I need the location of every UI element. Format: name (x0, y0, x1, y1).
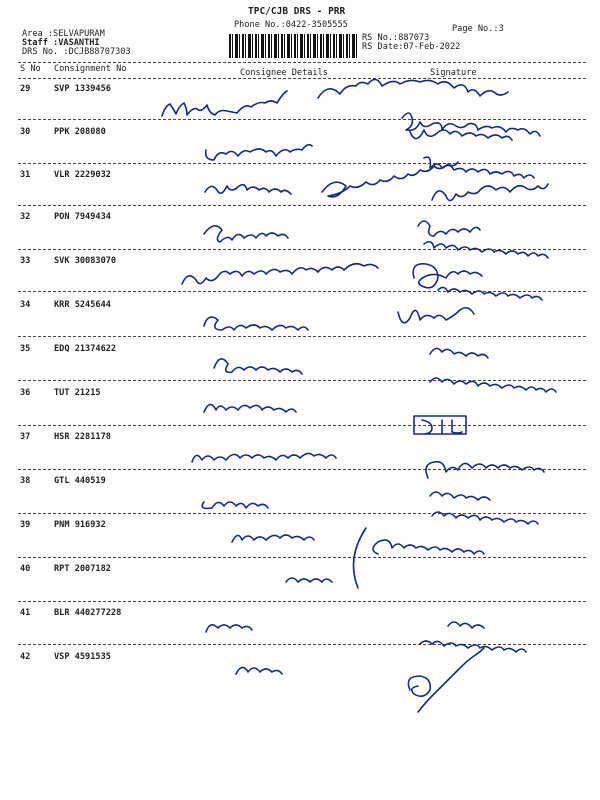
row-sno: 40 (20, 564, 31, 574)
row-consignment: VLR 2229032 (54, 170, 111, 180)
ink-curve (354, 528, 367, 588)
handwriting-r36_name (204, 404, 296, 412)
row-consignment: PON 7949434 (54, 212, 111, 222)
col-signature: Signature (430, 68, 477, 78)
handwriting-r42_name (236, 667, 282, 674)
document-title: TPC/CJB DRS - PRR (248, 6, 346, 17)
handwriting-r41_name (206, 625, 252, 632)
handwriting-r38_name (202, 502, 268, 508)
page-number: Page No.:3 (452, 24, 504, 34)
handwriting-r39_phone (373, 540, 484, 554)
row-sno: 34 (20, 300, 31, 310)
row-sno: 31 (20, 170, 31, 180)
row-divider (18, 513, 586, 514)
row-consignment: VSP 4591535 (54, 652, 111, 662)
handwriting-r41_phone (420, 641, 526, 652)
handwriting-r29_name (162, 91, 287, 116)
rs-number: RS No.:887073 (362, 33, 430, 43)
row-sno: 39 (20, 520, 31, 530)
header-divider (18, 62, 586, 63)
row-consignment: RPT 2007182 (54, 564, 111, 574)
handwriting-r31_phone (322, 162, 458, 197)
handwriting-r35_name (214, 359, 302, 374)
row-sno: 33 (20, 256, 31, 266)
handwriting-r33_phone (438, 287, 542, 300)
row-consignment: EDQ 21374622 (54, 344, 117, 354)
handwriting-r30_name (206, 145, 312, 160)
row-sno: 37 (20, 432, 31, 442)
row-consignment: SVP 1339456 (54, 84, 111, 94)
handwriting-r31_name (205, 185, 291, 194)
handwriting-r38_sig (430, 492, 490, 500)
handwriting-r34_name (204, 317, 308, 330)
handwriting-r42_sig (408, 676, 430, 696)
col-consignee: Consignee Details (240, 68, 328, 78)
handwriting-r42_phone (418, 648, 484, 712)
row-consignment: KRR 5245644 (54, 300, 111, 310)
handwriting-r41_phone-extra (448, 622, 484, 628)
row-divider (18, 380, 586, 381)
row-sno: 30 (20, 127, 31, 137)
row-sno: 32 (20, 212, 31, 222)
row-divider (18, 336, 586, 337)
handwriting-r30_sig (410, 130, 512, 140)
row-sno: 29 (20, 84, 31, 94)
row-divider (18, 557, 586, 558)
phone-number: Phone No.:0422-3505555 (234, 20, 348, 30)
header-divider (18, 78, 586, 79)
handwriting-r39_name (232, 535, 314, 542)
row-sno: 35 (20, 344, 31, 354)
handwriting-r40_name (286, 578, 332, 582)
row-consignment: SVK 30083070 (54, 256, 117, 266)
drs-number: DRS No. :DCJB88707303 (22, 47, 131, 57)
area-label: Area :SELVAPURAM (22, 29, 105, 39)
row-consignment: PPK 208080 (54, 127, 106, 137)
rs-date: RS Date:07-Feb-2022 (362, 42, 461, 52)
row-divider (18, 249, 586, 250)
row-consignment: HSR 2281178 (54, 432, 111, 442)
row-divider (18, 163, 586, 164)
row-divider (18, 205, 586, 206)
handwriting-r32_sig (418, 221, 480, 236)
row-divider (18, 119, 586, 120)
handwriting-r29_phone (402, 113, 540, 136)
barcode (229, 34, 359, 58)
row-sno: 36 (20, 388, 31, 398)
row-divider (18, 469, 586, 470)
col-sno: S No (20, 64, 41, 74)
handwriting-r30_phone (424, 157, 534, 178)
handwriting-r35_sig (430, 348, 488, 358)
row-sno: 42 (20, 652, 31, 662)
handwriting-r32_name (204, 226, 288, 242)
row-divider (18, 291, 586, 292)
row-consignment: BLR 440277228 (54, 608, 122, 618)
handwriting-r31_sig (432, 184, 548, 201)
handwriting-r29_sig (318, 79, 508, 98)
row-consignment: PNM 916932 (54, 520, 106, 530)
row-sno: 38 (20, 476, 31, 486)
staff-label: Staff :VASANTHI (22, 38, 100, 48)
row-sno: 41 (20, 608, 31, 618)
row-consignment: GTL 440519 (54, 476, 106, 486)
row-divider (18, 644, 586, 645)
row-consignment: TUT 21215 (54, 388, 101, 398)
handwriting-r37_name (192, 453, 336, 462)
handwriting-r33_name (182, 264, 378, 284)
handwriting-r33_sig (413, 264, 482, 288)
handwriting-r34_sig (398, 308, 474, 323)
row-divider (18, 425, 586, 426)
row-divider (18, 601, 586, 602)
col-consignment: Consignment No (54, 64, 127, 74)
